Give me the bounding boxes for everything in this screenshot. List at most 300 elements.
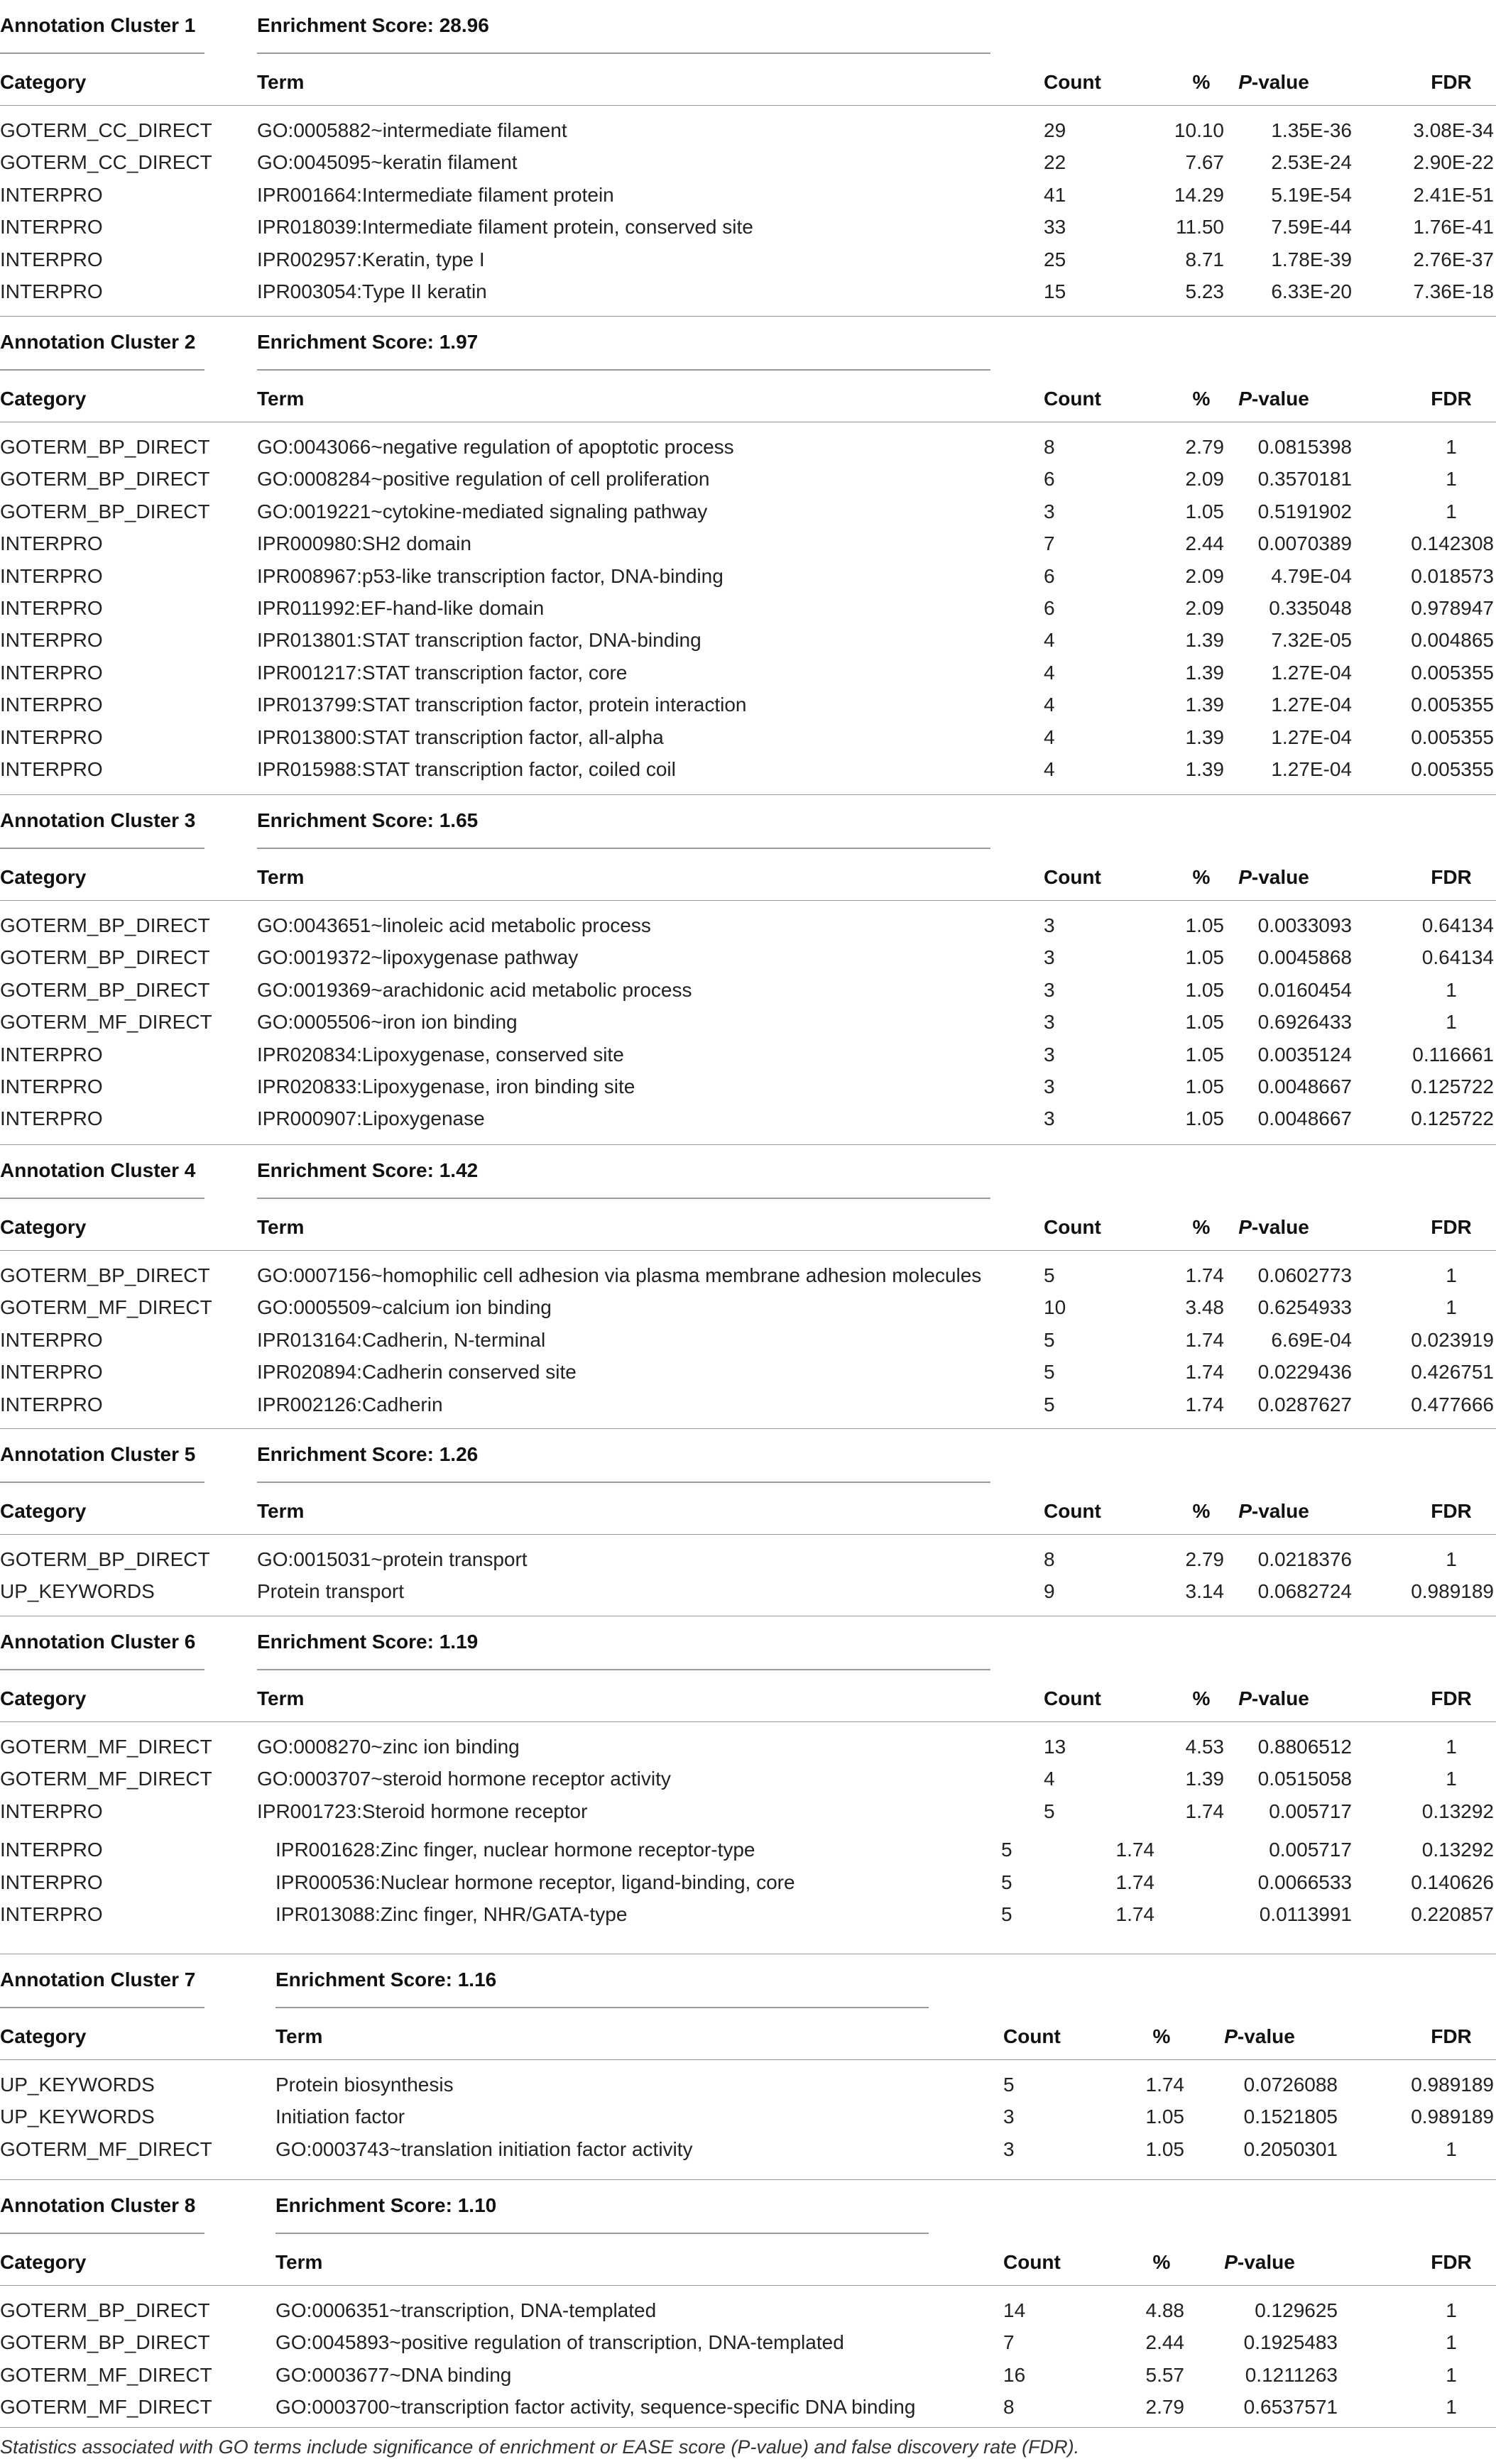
- cell-category: INTERPRO: [0, 629, 103, 652]
- cell-percent: 3.48: [1185, 1296, 1224, 1319]
- cell-category: GOTERM_MF_DIRECT: [0, 1768, 212, 1790]
- enrichment-score: Enrichment Score: 28.96: [257, 14, 489, 36]
- cluster-title: Annotation Cluster 3: [0, 809, 196, 831]
- cell-pvalue: 0.335048: [1269, 597, 1352, 619]
- cell-term: IPR013164:Cadherin, N-terminal: [257, 1328, 546, 1351]
- header-rule: [0, 900, 1496, 901]
- cell-category: UP_KEYWORDS: [0, 1580, 155, 1603]
- cell-fdr: 0.005355: [1411, 758, 1494, 780]
- cell-percent: 2.79: [1145, 2396, 1184, 2419]
- cell-category: GOTERM_MF_DIRECT: [0, 1296, 212, 1319]
- cell-pvalue: 7.32E-05: [1271, 629, 1352, 652]
- cell-fdr: 0.220857: [1411, 1903, 1494, 1925]
- cell-count: 5: [1001, 1839, 1012, 1861]
- cell-category: INTERPRO: [0, 1800, 103, 1822]
- cell-pvalue: 1.78E-39: [1271, 248, 1352, 270]
- cell-term: IPR001628:Zinc finger, nuclear hormone receptor-type: [275, 1839, 755, 1861]
- header-rule: [0, 1534, 1496, 1535]
- cell-term: IPR000980:SH2 domain: [257, 532, 471, 555]
- cell-pvalue: 0.0070389: [1257, 532, 1352, 555]
- header-pvalue: [1217, 862, 1331, 893]
- cell-category: INTERPRO: [0, 216, 103, 239]
- cell-percent: 1.74: [1145, 2074, 1184, 2096]
- header-category: Category: [0, 1687, 87, 1709]
- cell-term: IPR020894:Cadherin conserved site: [257, 1361, 577, 1384]
- cell-pvalue: 0.0048667: [1257, 1107, 1352, 1130]
- cell-category: GOTERM_MF_DIRECT: [0, 2137, 212, 2160]
- cell-pvalue: 0.0287627: [1257, 1393, 1352, 1416]
- cell-count: 7: [1044, 532, 1055, 555]
- cell-fdr: 0.426751: [1411, 1361, 1494, 1384]
- cluster-title: Annotation Cluster 5: [0, 1443, 196, 1465]
- cell-fdr: 0.64134: [1421, 914, 1494, 936]
- cell-category: INTERPRO: [0, 1043, 103, 1066]
- title-rule-left: [0, 369, 204, 371]
- cell-pvalue: 6.69E-04: [1271, 1328, 1352, 1351]
- cell-term: GO:0005509~calcium ion binding: [257, 1296, 552, 1319]
- title-rule-right: [257, 1482, 990, 1483]
- cell-fdr: 1: [1446, 1264, 1457, 1286]
- cell-count: 5: [1044, 1328, 1055, 1351]
- cell-pvalue: 0.005717: [1269, 1839, 1352, 1861]
- enrichment-score: Enrichment Score: 1.10: [275, 2194, 497, 2216]
- cell-pvalue: 0.1925483: [1243, 2331, 1338, 2354]
- cell-count: 3: [1044, 1075, 1055, 1097]
- cell-percent: 1.05: [1185, 1107, 1224, 1130]
- header-category: Category: [0, 866, 87, 888]
- cell-fdr: 1: [1446, 500, 1457, 522]
- cell-count: 3: [1003, 2106, 1015, 2128]
- cell-category: INTERPRO: [0, 661, 103, 684]
- cell-term: Initiation factor: [275, 2106, 405, 2128]
- cell-percent: 1.39: [1185, 661, 1224, 684]
- cell-pvalue: 0.0066533: [1257, 1871, 1352, 1893]
- header-term: Term: [257, 1500, 305, 1522]
- cell-category: GOTERM_BP_DIRECT: [0, 946, 210, 969]
- header-percent: %: [1152, 2025, 1171, 2047]
- cell-fdr: 0.023919: [1411, 1328, 1494, 1351]
- cell-category: INTERPRO: [0, 1328, 103, 1351]
- header-count: Count: [1044, 1687, 1101, 1709]
- header-category: Category: [0, 1500, 87, 1522]
- cell-term: IPR011992:EF-hand-like domain: [257, 597, 545, 619]
- cell-term: GO:0005882~intermediate filament: [257, 119, 567, 141]
- cell-pvalue: 0.0815398: [1257, 436, 1352, 458]
- title-rule-right: [257, 369, 990, 371]
- header-pvalue-suffix: -value: [1251, 1500, 1309, 1522]
- cell-fdr: 0.005355: [1411, 725, 1494, 748]
- cell-count: 15: [1044, 280, 1066, 302]
- cell-term: IPR008967:p53-like transcription factor, DNA-binding: [257, 564, 724, 587]
- cell-fdr: 1: [1446, 2137, 1457, 2160]
- header-pvalue: [1203, 2247, 1316, 2278]
- cell-fdr: 0.989189: [1411, 1580, 1494, 1603]
- cell-percent: 1.39: [1185, 758, 1224, 780]
- cell-percent: 1.74: [1185, 1393, 1224, 1416]
- cell-fdr: 1: [1446, 2331, 1457, 2354]
- cell-fdr: 0.005355: [1411, 661, 1494, 684]
- cell-percent: 2.79: [1185, 1548, 1224, 1570]
- cell-count: 5: [1001, 1871, 1012, 1893]
- cell-count: 25: [1044, 248, 1066, 270]
- header-pvalue-suffix: -value: [1237, 2251, 1295, 2273]
- cell-percent: 7.67: [1185, 151, 1224, 174]
- cell-term: GO:0005506~iron ion binding: [257, 1011, 518, 1034]
- cell-term: GO:0003677~DNA binding: [275, 2363, 512, 2386]
- cell-percent: 1.74: [1185, 1361, 1224, 1384]
- cell-pvalue: 4.79E-04: [1271, 564, 1352, 587]
- cell-pvalue: 0.0160454: [1257, 978, 1352, 1001]
- header-fdr: FDR: [1431, 1216, 1472, 1238]
- cell-percent: 1.74: [1115, 1903, 1154, 1925]
- cell-pvalue: 0.0035124: [1257, 1043, 1352, 1066]
- cell-percent: 2.09: [1185, 597, 1224, 619]
- header-term: Term: [257, 71, 305, 93]
- table-bottom-rule: [0, 2427, 1496, 2428]
- cell-category: UP_KEYWORDS: [0, 2106, 155, 2128]
- cell-percent: 1.39: [1185, 1768, 1224, 1790]
- cell-fdr: 2.41E-51: [1413, 183, 1494, 206]
- cell-count: 13: [1044, 1736, 1066, 1758]
- cell-pvalue: 1.35E-36: [1271, 119, 1352, 141]
- cell-fdr: 1: [1446, 1296, 1457, 1319]
- cell-term: IPR013088:Zinc finger, NHR/GATA-type: [275, 1903, 628, 1925]
- enrichment-score: Enrichment Score: 1.26: [257, 1443, 479, 1465]
- cell-term: IPR002957:Keratin, type I: [257, 248, 485, 270]
- cell-percent: 1.74: [1185, 1328, 1224, 1351]
- cell-count: 3: [1044, 946, 1055, 969]
- cell-term: GO:0045095~keratin filament: [257, 151, 518, 174]
- cell-term: Protein biosynthesis: [275, 2074, 454, 2096]
- cell-category: GOTERM_BP_DIRECT: [0, 1264, 210, 1286]
- cell-category: INTERPRO: [0, 758, 103, 780]
- cell-fdr: 0.005355: [1411, 694, 1494, 716]
- cluster-separator: [0, 2179, 1496, 2180]
- header-count: Count: [1044, 1500, 1101, 1522]
- cell-count: 4: [1044, 661, 1055, 684]
- cell-fdr: 0.125722: [1411, 1107, 1494, 1130]
- cluster-separator: [0, 1428, 1496, 1429]
- cell-count: 3: [1044, 500, 1055, 522]
- cell-pvalue: 0.005717: [1269, 1800, 1352, 1822]
- header-count: Count: [1044, 866, 1101, 888]
- cell-percent: 1.39: [1185, 629, 1224, 652]
- header-pvalue-p: P: [1238, 71, 1252, 93]
- cell-count: 3: [1044, 1043, 1055, 1066]
- cell-term: IPR000907:Lipoxygenase: [257, 1107, 485, 1130]
- cluster-title: Annotation Cluster 8: [0, 2194, 196, 2216]
- cell-percent: 2.44: [1185, 532, 1224, 555]
- cell-percent: 1.05: [1185, 1075, 1224, 1097]
- cell-fdr: 0.140626: [1411, 1871, 1494, 1893]
- cell-fdr: 0.477666: [1411, 1393, 1494, 1416]
- cell-pvalue: 0.0033093: [1257, 914, 1352, 936]
- cell-percent: 1.74: [1115, 1839, 1154, 1861]
- cell-category: INTERPRO: [0, 597, 103, 619]
- header-count: Count: [1044, 1216, 1101, 1238]
- cell-fdr: 1.76E-41: [1413, 216, 1494, 239]
- cell-count: 16: [1003, 2363, 1026, 2386]
- cluster-separator: [0, 1144, 1496, 1145]
- cell-percent: 1.74: [1115, 1871, 1154, 1893]
- enrichment-score: Enrichment Score: 1.97: [257, 331, 479, 353]
- cell-term: IPR020833:Lipoxygenase, iron binding site: [257, 1075, 635, 1097]
- header-pvalue: [1217, 1212, 1331, 1243]
- cell-pvalue: 1.27E-04: [1271, 694, 1352, 716]
- title-rule-left: [0, 848, 204, 849]
- title-rule-left: [0, 1198, 204, 1199]
- cluster-title: Annotation Cluster 2: [0, 331, 196, 353]
- header-pvalue-p: P: [1238, 866, 1252, 888]
- header-pvalue: [1217, 1496, 1331, 1527]
- header-category: Category: [0, 2251, 87, 2273]
- header-term: Term: [257, 388, 305, 410]
- cell-fdr: 1: [1446, 468, 1457, 491]
- cell-count: 29: [1044, 119, 1066, 141]
- cell-pvalue: 6.33E-20: [1271, 280, 1352, 302]
- cell-count: 8: [1003, 2396, 1015, 2419]
- cell-fdr: 1: [1446, 1768, 1457, 1790]
- header-percent: %: [1192, 1687, 1211, 1709]
- cell-category: INTERPRO: [0, 725, 103, 748]
- header-pvalue: [1217, 1683, 1331, 1714]
- cell-count: 10: [1044, 1296, 1066, 1319]
- cell-count: 6: [1044, 468, 1055, 491]
- cell-percent: 1.39: [1185, 694, 1224, 716]
- cell-category: INTERPRO: [0, 183, 103, 206]
- header-count: Count: [1003, 2251, 1061, 2273]
- cell-count: 4: [1044, 758, 1055, 780]
- cell-pvalue: 5.19E-54: [1271, 183, 1352, 206]
- cell-term: GO:0008270~zinc ion binding: [257, 1736, 520, 1758]
- enrichment-score: Enrichment Score: 1.16: [275, 1969, 497, 1991]
- cell-count: 3: [1003, 2137, 1015, 2160]
- cell-pvalue: 0.0726088: [1243, 2074, 1338, 2096]
- cell-pvalue: 0.0218376: [1257, 1548, 1352, 1570]
- cell-category: INTERPRO: [0, 1839, 103, 1861]
- header-pvalue-p: P: [1238, 1687, 1252, 1709]
- header-percent: %: [1192, 1216, 1211, 1238]
- header-fdr: FDR: [1431, 71, 1472, 93]
- cell-term: IPR001723:Steroid hormone receptor: [257, 1800, 588, 1822]
- cell-count: 3: [1044, 1011, 1055, 1034]
- cell-percent: 4.88: [1145, 2299, 1184, 2321]
- title-rule-right: [275, 2233, 929, 2234]
- cell-count: 6: [1044, 564, 1055, 587]
- cell-percent: 10.10: [1174, 119, 1224, 141]
- cell-count: 4: [1044, 694, 1055, 716]
- cell-pvalue: 1.27E-04: [1271, 661, 1352, 684]
- cell-term: GO:0015031~protein transport: [257, 1548, 528, 1570]
- cell-fdr: 2.76E-37: [1413, 248, 1494, 270]
- title-rule-right: [257, 1669, 990, 1670]
- cell-term: IPR002126:Cadherin: [257, 1393, 443, 1416]
- cell-pvalue: 0.6254933: [1257, 1296, 1352, 1319]
- cell-count: 5: [1044, 1800, 1055, 1822]
- header-category: Category: [0, 2025, 87, 2047]
- cluster-title: Annotation Cluster 6: [0, 1631, 196, 1653]
- cell-category: GOTERM_BP_DIRECT: [0, 500, 210, 522]
- cell-fdr: 3.08E-34: [1413, 119, 1494, 141]
- cell-pvalue: 0.0113991: [1259, 1903, 1352, 1925]
- header-rule: [0, 105, 1496, 106]
- table-caption: Statistics associated with GO terms include significance of enrichment or EASE score (P-value) and false discovery rate (FDR).: [0, 2436, 1080, 2458]
- cell-pvalue: 0.0048667: [1257, 1075, 1352, 1097]
- cell-term: GO:0006351~transcription, DNA-templated: [275, 2299, 657, 2321]
- cell-term: IPR018039:Intermediate filament protein, conserved site: [257, 216, 753, 239]
- cell-category: INTERPRO: [0, 248, 103, 270]
- cell-pvalue: 0.129625: [1255, 2299, 1338, 2321]
- cell-term: IPR020834:Lipoxygenase, conserved site: [257, 1043, 624, 1066]
- cell-category: GOTERM_MF_DIRECT: [0, 1736, 212, 1758]
- cell-pvalue: 2.53E-24: [1271, 151, 1352, 174]
- cell-term: GO:0008284~positive regulation of cell proliferation: [257, 468, 710, 491]
- cell-count: 5: [1044, 1393, 1055, 1416]
- cell-count: 4: [1044, 629, 1055, 652]
- cell-pvalue: 0.6537571: [1243, 2396, 1338, 2419]
- cell-count: 14: [1003, 2299, 1026, 2321]
- header-term: Term: [257, 1687, 305, 1709]
- cell-fdr: 0.978947: [1411, 597, 1494, 619]
- cell-category: UP_KEYWORDS: [0, 2074, 155, 2096]
- cell-category: INTERPRO: [0, 1361, 103, 1384]
- header-fdr: FDR: [1431, 1687, 1472, 1709]
- cell-percent: 2.09: [1185, 564, 1224, 587]
- cell-pvalue: 1.27E-04: [1271, 758, 1352, 780]
- cell-term: GO:0019369~arachidonic acid metabolic process: [257, 978, 692, 1001]
- header-pvalue-suffix: -value: [1251, 1216, 1309, 1238]
- header-pvalue-p: P: [1238, 1216, 1252, 1238]
- cell-pvalue: 0.1521805: [1243, 2106, 1338, 2128]
- cell-term: IPR013800:STAT transcription factor, all-alpha: [257, 725, 664, 748]
- cell-category: GOTERM_BP_DIRECT: [0, 436, 210, 458]
- cell-percent: 3.14: [1185, 1580, 1224, 1603]
- header-term: Term: [275, 2251, 323, 2273]
- cell-count: 3: [1044, 1107, 1055, 1130]
- cell-count: 7: [1003, 2331, 1015, 2354]
- cell-percent: 1.05: [1185, 914, 1224, 936]
- cell-fdr: 1: [1446, 978, 1457, 1001]
- header-category: Category: [0, 71, 87, 93]
- cell-percent: 2.79: [1185, 436, 1224, 458]
- header-percent: %: [1192, 1500, 1211, 1522]
- header-fdr: FDR: [1431, 2025, 1472, 2047]
- cell-pvalue: 0.1211263: [1245, 2363, 1338, 2386]
- cell-term: GO:0003707~steroid hormone receptor activity: [257, 1768, 671, 1790]
- cell-term: IPR001217:STAT transcription factor, core: [257, 661, 628, 684]
- header-fdr: FDR: [1431, 1500, 1472, 1522]
- header-pvalue: [1217, 67, 1331, 98]
- title-rule-right: [257, 1198, 990, 1199]
- cell-category: INTERPRO: [0, 1075, 103, 1097]
- cell-count: 4: [1044, 725, 1055, 748]
- cell-pvalue: 0.2050301: [1243, 2137, 1338, 2160]
- cell-category: INTERPRO: [0, 532, 103, 555]
- cell-category: GOTERM_BP_DIRECT: [0, 914, 210, 936]
- header-rule: [0, 2059, 1496, 2060]
- cell-category: GOTERM_BP_DIRECT: [0, 1548, 210, 1570]
- cell-category: GOTERM_CC_DIRECT: [0, 151, 212, 174]
- cell-pvalue: 0.0045868: [1257, 946, 1352, 969]
- header-percent: %: [1192, 866, 1211, 888]
- header-fdr: FDR: [1431, 2251, 1472, 2273]
- cell-percent: 1.05: [1145, 2137, 1184, 2160]
- cell-count: 22: [1044, 151, 1066, 174]
- cell-percent: 1.05: [1185, 1043, 1224, 1066]
- cell-category: INTERPRO: [0, 1393, 103, 1416]
- title-rule-left: [0, 1482, 204, 1483]
- cell-fdr: 1: [1446, 436, 1457, 458]
- cell-percent: 4.53: [1185, 1736, 1224, 1758]
- cell-percent: 1.05: [1185, 946, 1224, 969]
- cell-pvalue: 0.5191902: [1257, 500, 1352, 522]
- header-fdr: FDR: [1431, 866, 1472, 888]
- cell-term: IPR013799:STAT transcription factor, protein interaction: [257, 694, 747, 716]
- cell-percent: 1.05: [1185, 1011, 1224, 1034]
- cell-term: GO:0045893~positive regulation of transcription, DNA-templated: [275, 2331, 844, 2354]
- cell-category: GOTERM_BP_DIRECT: [0, 978, 210, 1001]
- cell-count: 3: [1044, 914, 1055, 936]
- header-category: Category: [0, 1216, 87, 1238]
- cell-fdr: 0.018573: [1411, 564, 1494, 587]
- cell-fdr: 1: [1446, 2363, 1457, 2386]
- cell-term: IPR013801:STAT transcription factor, DNA-binding: [257, 629, 701, 652]
- cell-count: 8: [1044, 1548, 1055, 1570]
- enrichment-score: Enrichment Score: 1.65: [257, 809, 479, 831]
- header-pvalue: [1203, 2021, 1316, 2052]
- cell-pvalue: 0.0602773: [1257, 1264, 1352, 1286]
- cell-percent: 14.29: [1174, 183, 1224, 206]
- title-rule-left: [0, 1669, 204, 1670]
- header-pvalue-p: P: [1224, 2025, 1238, 2047]
- cell-pvalue: 0.0515058: [1257, 1768, 1352, 1790]
- cell-fdr: 1: [1446, 1736, 1457, 1758]
- cell-category: GOTERM_BP_DIRECT: [0, 2331, 210, 2354]
- cell-percent: 11.50: [1176, 216, 1224, 239]
- title-rule-right: [257, 848, 990, 849]
- cell-pvalue: 0.0229436: [1257, 1361, 1352, 1384]
- cell-category: INTERPRO: [0, 280, 103, 302]
- cell-fdr: 2.90E-22: [1413, 151, 1494, 174]
- cell-term: GO:0019372~lipoxygenase pathway: [257, 946, 579, 969]
- cell-category: GOTERM_BP_DIRECT: [0, 2299, 210, 2321]
- cell-category: INTERPRO: [0, 694, 103, 716]
- title-rule-left: [0, 2007, 204, 2008]
- cell-pvalue: 7.59E-44: [1271, 216, 1352, 239]
- cell-count: 5: [1044, 1264, 1055, 1286]
- cell-category: INTERPRO: [0, 1903, 103, 1925]
- cell-category: INTERPRO: [0, 1871, 103, 1893]
- cell-fdr: 1: [1446, 2299, 1457, 2321]
- cell-pvalue: 1.27E-04: [1271, 725, 1352, 748]
- header-percent: %: [1192, 388, 1211, 410]
- cell-count: 3: [1044, 978, 1055, 1001]
- header-count: Count: [1044, 388, 1101, 410]
- header-pvalue: [1217, 383, 1331, 415]
- cell-category: GOTERM_MF_DIRECT: [0, 2396, 212, 2419]
- cell-fdr: 7.36E-18: [1413, 280, 1494, 302]
- cell-fdr: 0.13292: [1421, 1839, 1494, 1861]
- cell-fdr: 1: [1446, 2396, 1457, 2419]
- cell-fdr: 0.125722: [1411, 1075, 1494, 1097]
- header-rule: [0, 2285, 1496, 2286]
- cell-pvalue: 0.3570181: [1257, 468, 1352, 491]
- cell-percent: 1.74: [1185, 1800, 1224, 1822]
- header-pvalue-suffix: -value: [1251, 388, 1309, 410]
- header-category: Category: [0, 388, 87, 410]
- title-rule-right: [275, 2007, 929, 2008]
- cell-fdr: 0.004865: [1411, 629, 1494, 652]
